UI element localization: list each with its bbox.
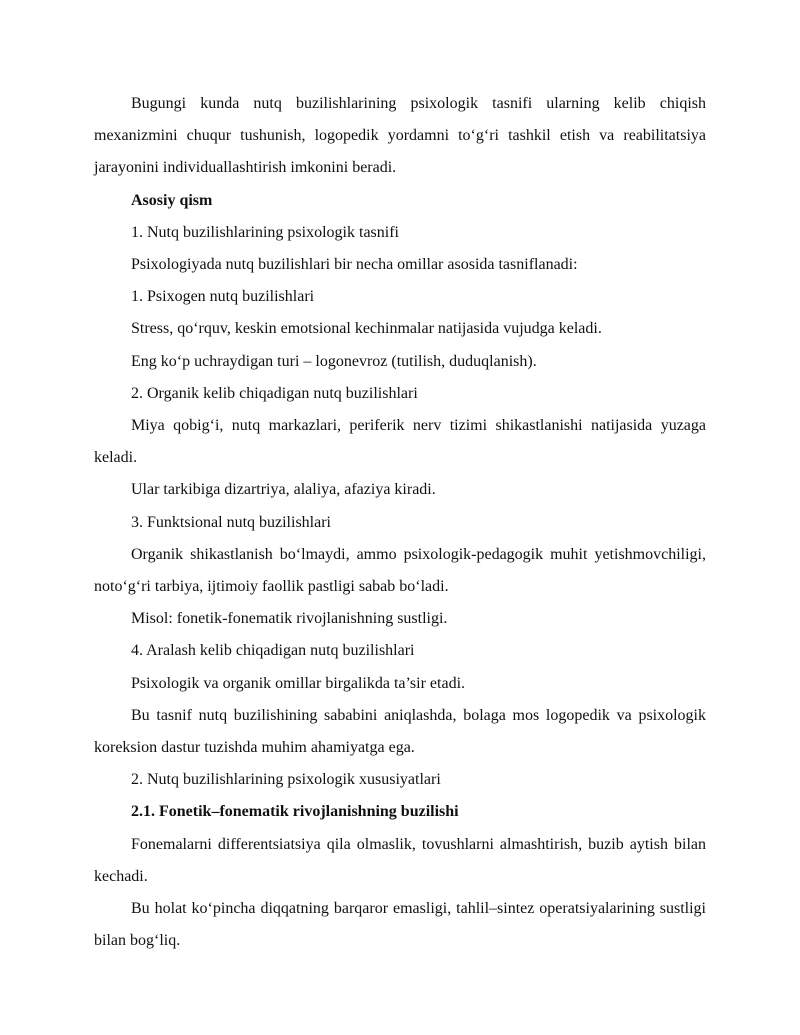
document-page: [94, 88, 706, 957]
subsection-title-2-1: 2.1. Fonetik–fonematik rivojlanishning buzilishi: [131, 803, 459, 821]
paragraph-attention-link: Bu holat ko‘pincha diqqatning barqaror emasligi, tahlil–sintez operatsiyalarining sustligi bilan bog‘liq.: [94, 900, 706, 950]
paragraph-organic-causes: Miya qobig‘i, nutq markazlari, periferik nerv tizimi shikastlanishi natijasida yuzaga keladi.: [94, 417, 706, 467]
paragraph-functional-example: Misol: fonetik-fonematik rivojlanishning sustligi.: [131, 610, 448, 628]
paragraph-functional-causes: Organik shikastlanish bo‘lmaydi, ammo psixologik-pedagogik muhit yetishmovchiligi, noto‘g‘ri tarbiya, ijtimoiy faollik pastligi sabab bo‘ladi.: [94, 545, 706, 596]
paragraph-psychogenic-causes: Stress, qo‘rquv, keskin emotsional kechinmalar natijasida vujudga keladi.: [131, 320, 602, 338]
list-heading-mixed: 4. Aralash kelib chiqadigan nutq buzilishlari: [131, 642, 415, 660]
paragraph-intro: Bugungi kunda nutq buzilishlarining psixologik tasnifi ularning kelib chiqish mexanizmini chuqur tushunish, logopedik yordamni to‘g‘ri tashkil etish va reabilitatsiya jarayonini individuallashtirish imkonini beradi.: [94, 95, 706, 177]
paragraph-organic-types: Ular tarkibiga dizartriya, alaliya, afaziya kiradi.: [131, 481, 436, 499]
list-heading-functional: 3. Funktsional nutq buzilishlari: [131, 513, 331, 531]
list-heading-psychogenic: 1. Psixogen nutq buzilishlari: [131, 288, 315, 306]
paragraph-classification: Psixologiyada nutq buzilishlari bir necha omillar asosida tasniflanadi:: [131, 256, 578, 274]
paragraph-classification-importance: Bu tasnif nutq buzilishining sababini aniqlashda, bolaga mos logopedik va psixologik koreksion dastur tuzishda muhim ahamiyatga ega.: [94, 706, 706, 757]
paragraph-phoneme-differentiation: Fonemalarni differentsiatsiya qila olmaslik, tovushlarni almashtirish, buzib aytish bilan kechadi.: [94, 835, 706, 885]
list-heading-organic: 2. Organik kelib chiqadigan nutq buzilishlari: [131, 384, 418, 402]
section-heading-main: Asosiy qism: [131, 191, 213, 209]
paragraph-psychogenic-type: Eng ko‘p uchraydigan turi – logonevroz (tutilish, duduqlanish).: [131, 352, 537, 370]
section-title-2: 2. Nutq buzilishlarining psixologik xususiyatlari: [131, 771, 441, 789]
section-title-1: 1. Nutq buzilishlarining psixologik tasnifi: [131, 223, 399, 241]
paragraph-mixed-causes: Psixologik va organik omillar birgalikda ta’sir etadi.: [131, 674, 466, 692]
